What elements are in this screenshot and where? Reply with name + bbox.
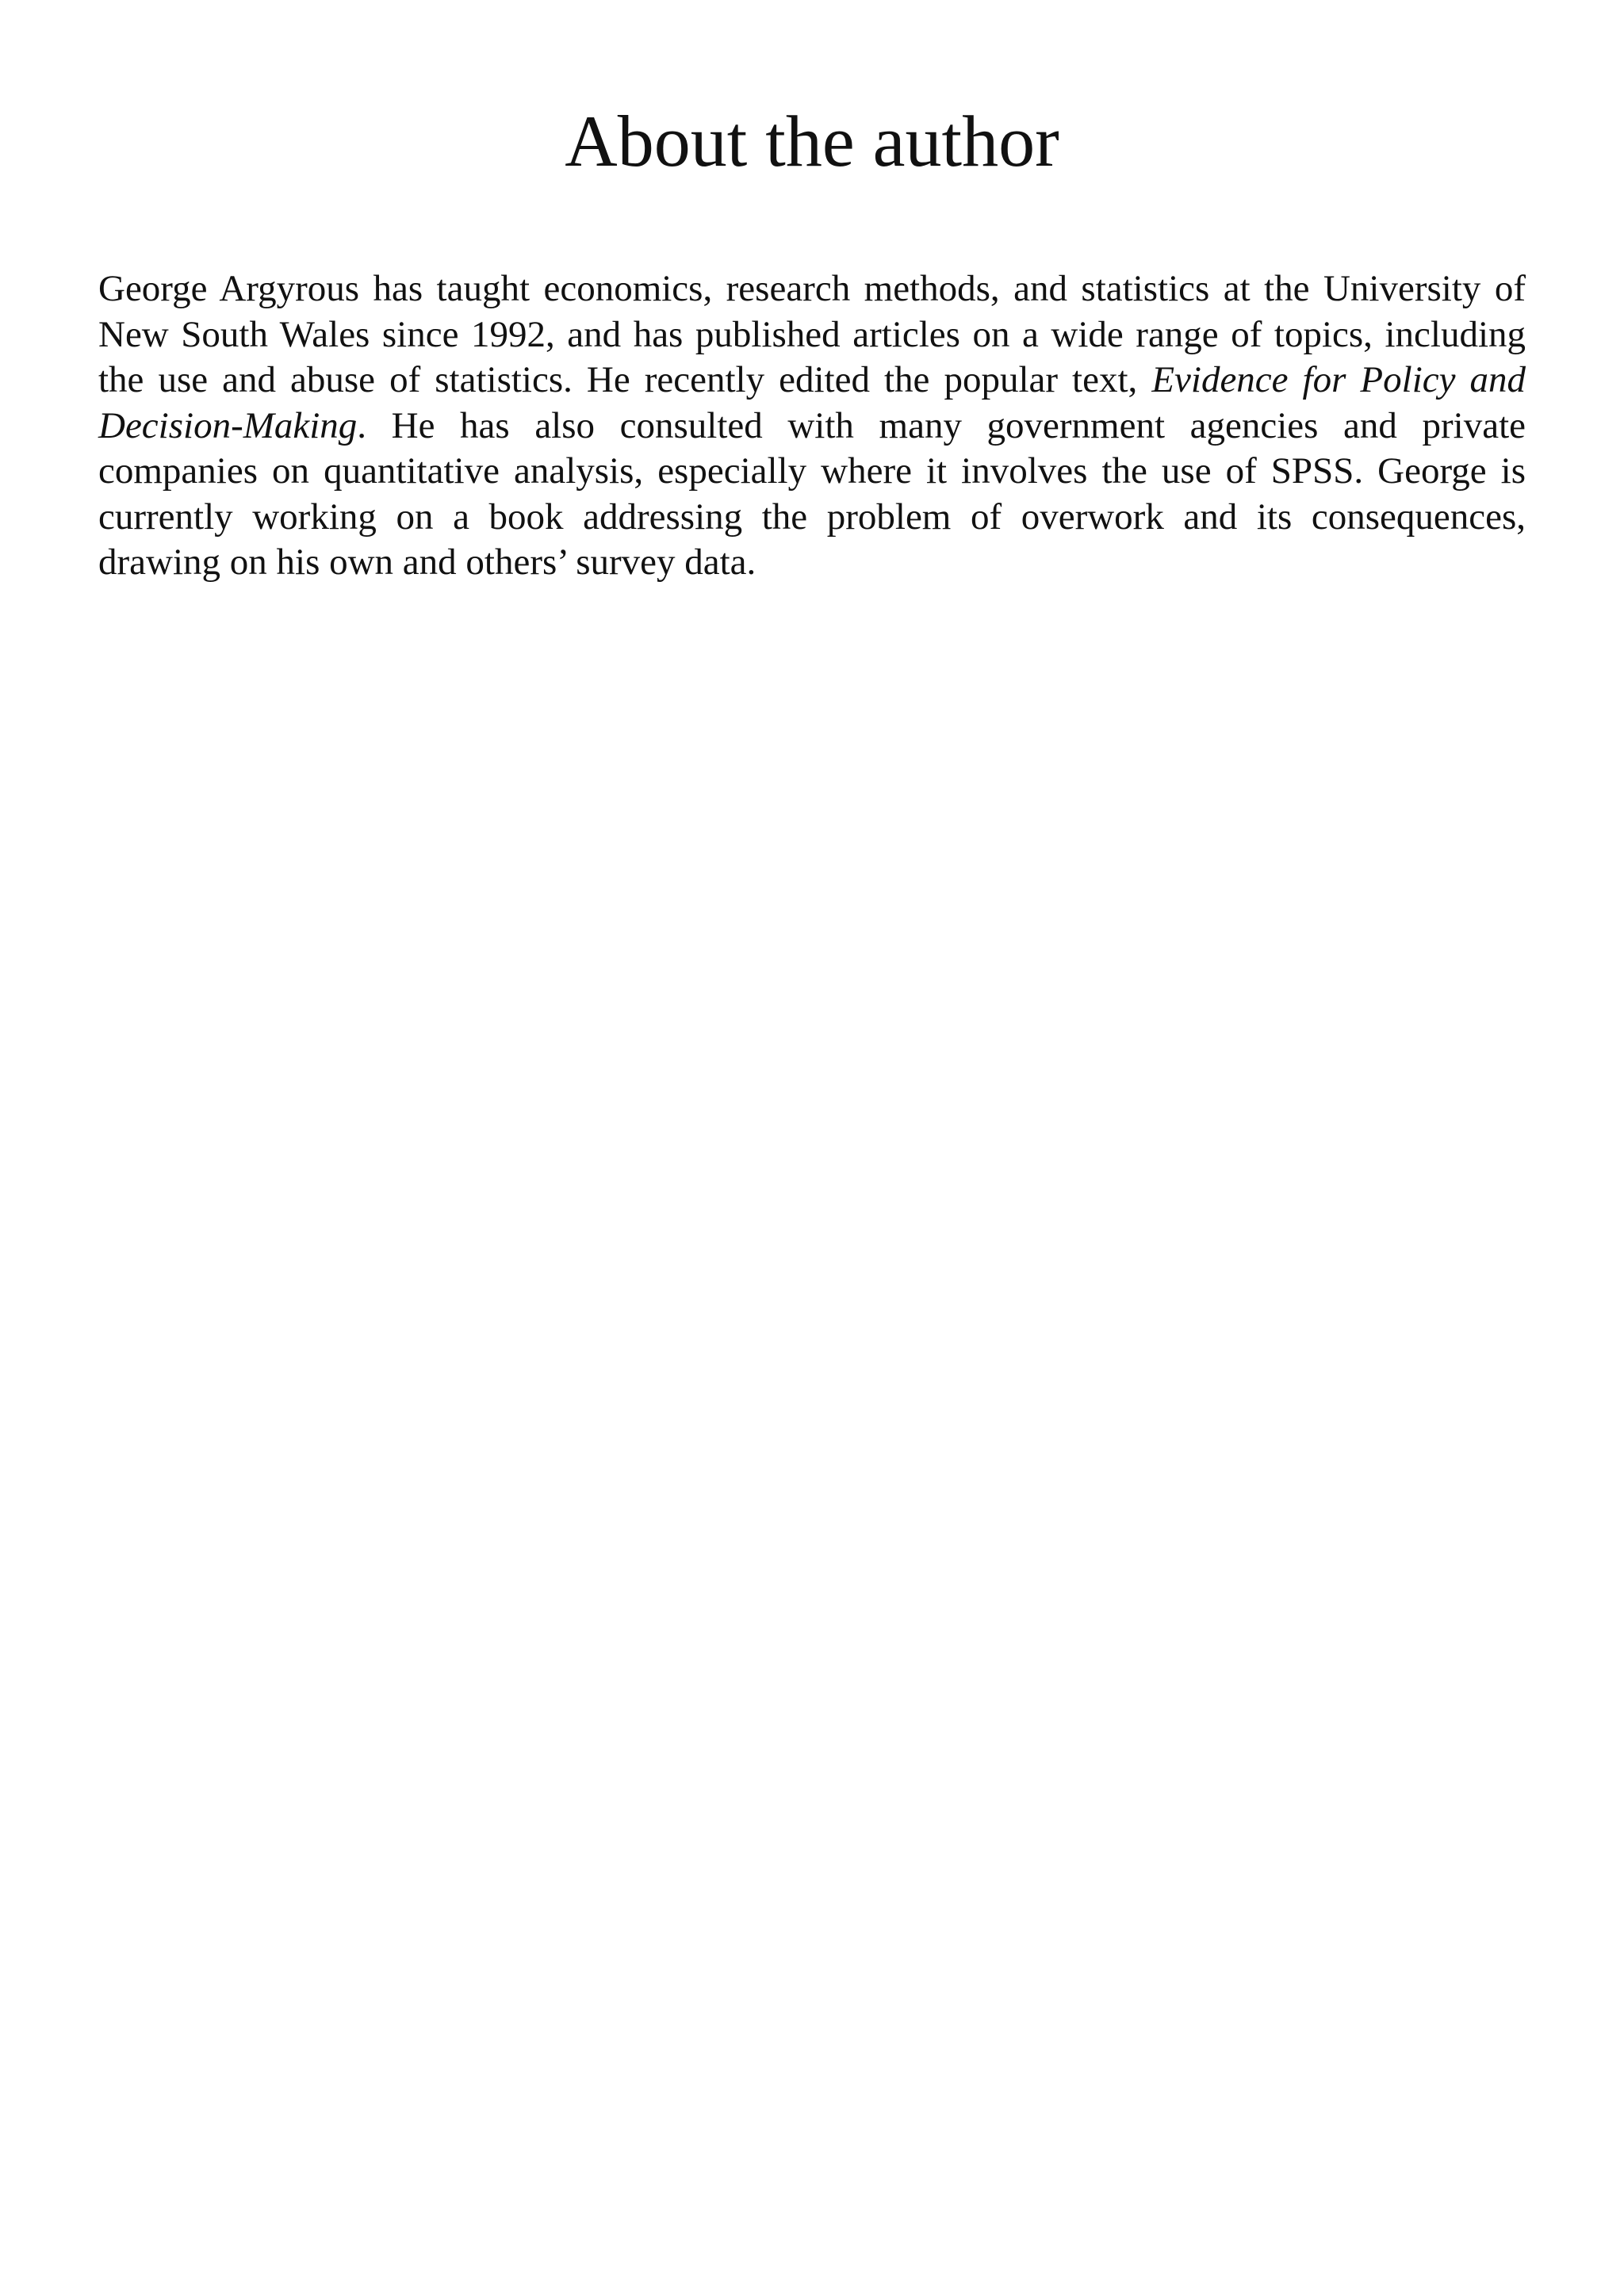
bio-text-part-1: George Argyrous has taught economics, research methods, and statistics at the University of New South Wales since 1992, and has published articles on a wide range of topics, including the use and abuse of statistics. He recently edited the popular text, xyxy=(98,268,1526,400)
bio-text-part-2: . He has also consulted with many government agencies and private companies on quantitative analysis, especially where it involves the use of SPSS. George is currently working on a book addressing the problem of overwork and its consequences, drawing on his own and others’ survey data. xyxy=(98,404,1526,583)
book-title: Evidence for Policy and Decision-Making xyxy=(98,359,1526,446)
page-title: About the author xyxy=(565,101,1059,182)
author-bio-paragraph xyxy=(98,266,1526,586)
